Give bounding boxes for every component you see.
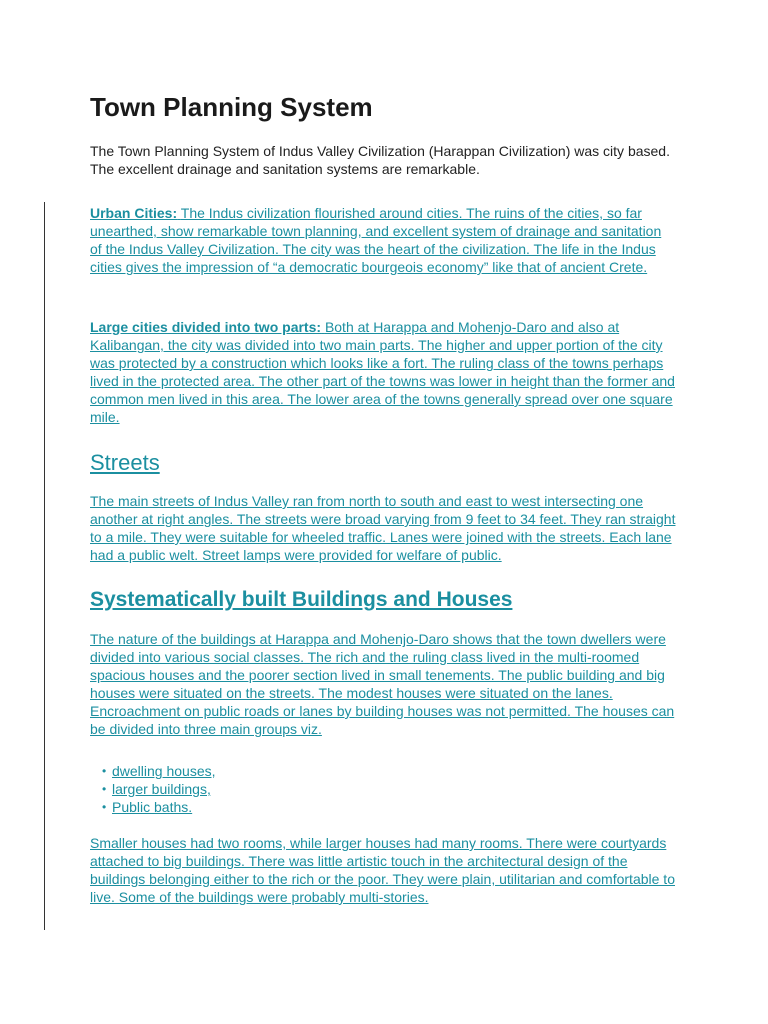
list-item-link[interactable]: dwelling houses, (112, 763, 216, 779)
buildings-link[interactable]: The nature of the buildings at Harappa and Mohenjo-Daro shows that the town dwellers were divided into various social classes. The rich and the ruling class lived in the multi-roomed spacious houses and the poorer section lived in small tenements. The public building and big houses were situated on the streets. The modest houses were situated on the lanes. Encroachment on public roads or lanes by building houses was not permitted. The houses can be divided into three main groups viz. (90, 631, 675, 737)
list-item (90, 762, 216, 780)
streets-heading[interactable]: Streets (90, 450, 160, 475)
bullet-icon: • (102, 764, 107, 778)
streets-link[interactable]: The main streets of Indus Valley ran from north to south and east to west intersecting one another at right angles. The streets were broad varying from 9 feet to 34 feet. They ran straight to a mile. They were suitable for wheeled traffic. Lanes were joined with the streets. Each lane had a public welt. Street lamps were provided for welfare of public. (90, 493, 676, 563)
margin-line (44, 202, 45, 930)
urban-cities-paragraph (90, 204, 676, 276)
page-title: Town Planning System (90, 92, 373, 122)
closing-paragraph (90, 834, 676, 906)
large-cities-link[interactable]: Large cities divided into two parts: Both at Harappa and Mohenjo-Daro and also at Kalibangan, the city was divided into two main parts. The higher and upper portion of the city was protected by a construction which looks like a fort. The ruling class of the towns perhaps lived in the protected area. The other part of the towns was lower in height than the former and common men lived in this area. The lower area of the towns generally spread over one square mile. (90, 319, 675, 425)
house-groups-list (90, 762, 216, 816)
bullet-icon: • (102, 800, 107, 814)
urban-cities-link[interactable]: Urban Cities: The Indus civilization flourished around cities. The ruins of the cities, so far unearthed, show remarkable town planning, and excellent system of drainage and sanitation of the Indus Valley Civilization. The city was the heart of the civilization. The life in the Indus cities gives the impression of “a democratic bourgeois economy” like that of ancient Crete. (90, 205, 662, 275)
list-item-link[interactable]: larger buildings, (112, 781, 211, 797)
large-cities-paragraph (90, 318, 676, 426)
closing-link[interactable]: Smaller houses had two rooms, while larger houses had many rooms. There were courtyards attached to big buildings. There was little artistic touch in the architectural design of the buildings belonging either to the rich or the poor. They were plain, utilitarian and comfortable to live. Some of the buildings were probably multi-stories. (90, 835, 675, 905)
list-item (90, 780, 216, 798)
buildings-heading[interactable]: Systematically built Buildings and Houses (90, 588, 513, 611)
buildings-paragraph (90, 630, 676, 738)
intro-paragraph: The Town Planning System of Indus Valley Civilization (Harappan Civilization) was city based. The excellent drainage and sanitation systems are remarkable. (90, 143, 670, 177)
streets-paragraph (90, 492, 676, 564)
bullet-icon: • (102, 782, 107, 796)
list-item (90, 798, 216, 816)
list-item-link[interactable]: Public baths. (112, 799, 193, 815)
